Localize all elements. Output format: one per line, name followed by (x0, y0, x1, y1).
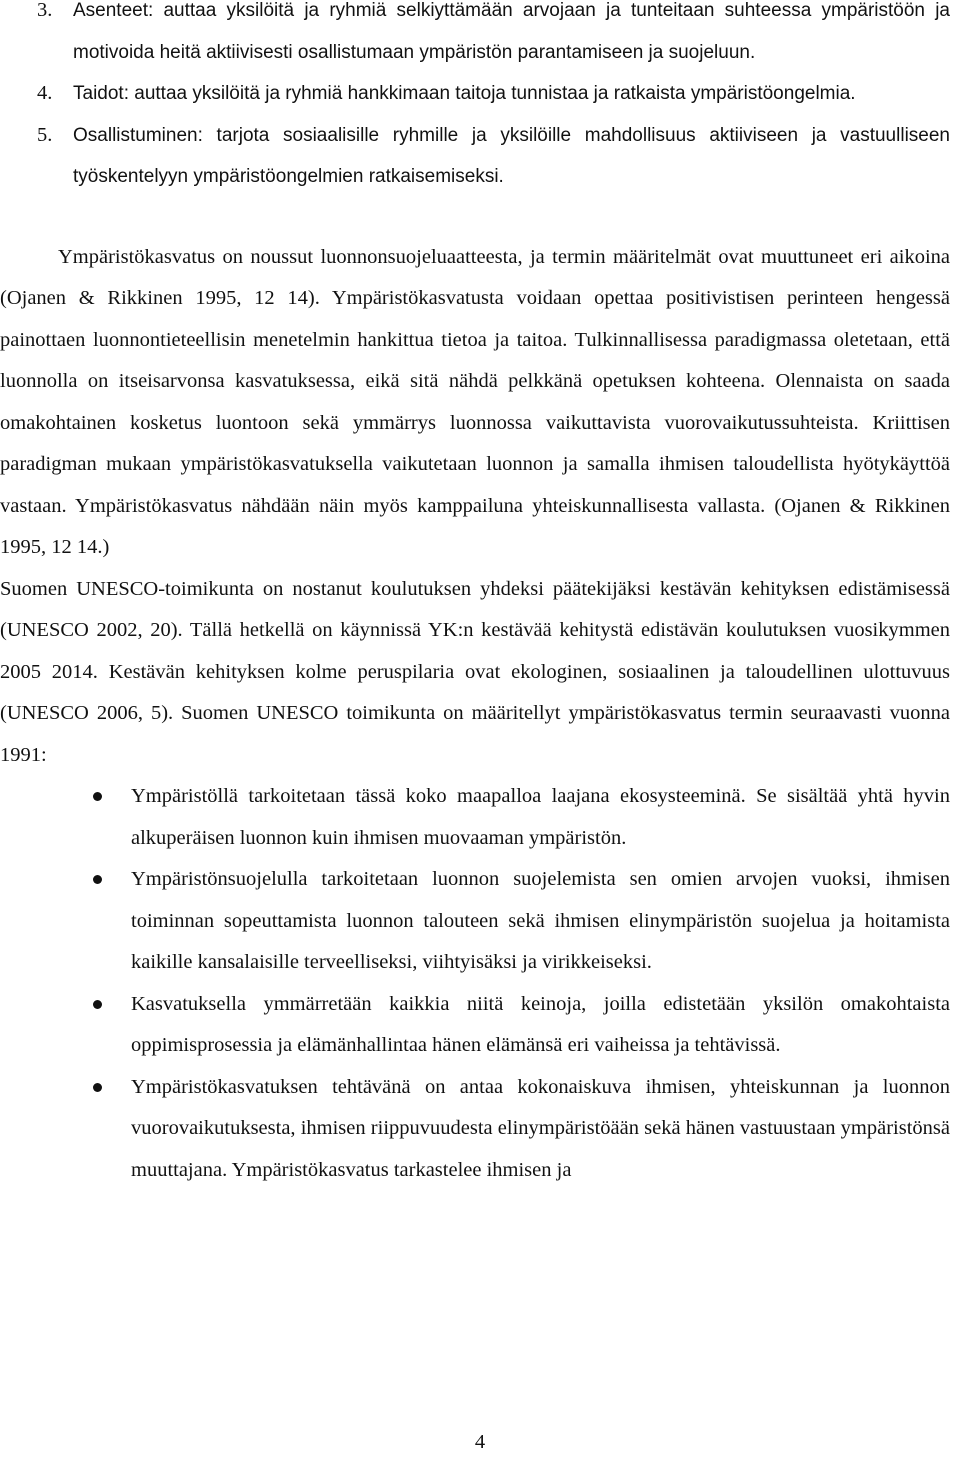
list-item (0, 0, 950, 73)
bullet-item (0, 1067, 950, 1192)
numbered-list (0, 0, 950, 198)
page-number: 4 (474, 1431, 486, 1453)
bullet-text: Ympäristöllä tarkoitetaan tässä koko maapalloa laajana ekosysteeminä. Se sisältää yhtä hyvin alkuperäisen luonnon kuin ihmisen muovaaman ympäristön. (131, 785, 950, 849)
list-item-number: 4. (37, 82, 53, 104)
bullet-icon (93, 1083, 102, 1092)
body-paragraph: Ympäristökasvatus on noussut luonnonsuojeluaatteesta, ja termin määritelmät ovat muuttuneet eri aikoina (Ojanen & Rikkinen 1995, 12 14). Ympäristökasvatusta voidaan opettaa positivistisen perinteen hengessä painottaen luonnontieteellisin menetelmin hankittua tietoa ja taitoa. Tulkinnallisessa paradigmassa oletetaan, että luonnolla on itseisarvonsa kasvatuksessa, eikä sitä nähdä pelkkänä opetuksen kohteena. Olennaista on saada omakohtainen kosketus luontoon sekä ymmärrys luonnossa vaikuttavista vuorovaikutussuhteista. Kriittisen paradigman mukaan ympäristökasvatuksella vaikutetaan luonnon ja samalla ihmisen taloudellista hyötykäyttöä vastaan. Ympäristökasvatus nähdään näin myös kamppailuna yhteiskunnallisesta vallasta. (Ojanen & Rikkinen 1995, 12 14.) (0, 245, 950, 558)
bullet-text: Kasvatuksella ymmärretään kaikkia niitä keinoja, joilla edistetään yksilön omakohtaista oppimisprosessia ja elämänhallintaa hänen elämänsä eri vaiheissa ja tehtävissä. (131, 992, 950, 1056)
bullet-item (0, 984, 950, 1067)
body-paragraph: Suomen UNESCO-toimikunta on nostanut koulutuksen yhdeksi päätekijäksi kestävän kehityksen edistämisessä (UNESCO 2002, 20). Tällä hetkellä on käynnissä YK:n kestävää kehitystä edistävän koulutuksen vuosikymmen 2005 2014. Kestävän kehityksen kolme peruspilaria ovat ekologinen, sosiaalinen ja taloudellinen ulottuvuus (UNESCO 2006, 5). Suomen UNESCO toimikunta on määritellyt ympäristökasvatus termin seuraavasti vuonna 1991: (0, 577, 950, 766)
bullet-item (0, 859, 950, 984)
list-item (0, 115, 950, 198)
list-item-text: Osallistuminen: tarjota sosiaalisille ryhmille ja yksilöille mahdollisuus aktiiviseen ja vastuulliseen työskentelyyn ympäristöongelmien ratkaisemiseksi. (73, 124, 950, 187)
list-item-text: Taidot: auttaa yksilöitä ja ryhmiä hankkimaan taitoja tunnistaa ja ratkaista ympäristöongelmia. (73, 83, 856, 104)
bullet-list (0, 776, 950, 1191)
bullet-item (0, 776, 950, 859)
bullet-icon (93, 1000, 102, 1009)
bullet-text: Ympäristökasvatuksen tehtävänä on antaa kokonaiskuva ihmisen, yhteiskunnan ja luonnon vuorovaikutuksesta, ihmisen riippuvuudesta elinympäristöään sekä hänen vastuustaan ympäristönsä muuttajana. Ympäristökasvatus tarkastelee ihmisen ja (131, 1075, 950, 1181)
bullet-text: Ympäristönsuojelulla tarkoitetaan luonnon suojelemista sen omien arvojen vuoksi, ihmisen toiminnan sopeuttamista luonnon talouteen sekä ihmisen elinympäristön suojelua ja hoitamista kaikille kansalaisille terveelliseksi, viihtyisäksi ja virikkeiseksi. (131, 868, 950, 973)
list-item (0, 73, 950, 115)
list-item-number: 5. (37, 123, 53, 146)
bullet-icon (93, 875, 102, 884)
bullet-icon (93, 792, 102, 801)
list-item-number: 3. (37, 0, 53, 21)
paragraph-gap (0, 198, 950, 237)
list-item-text: Asenteet: auttaa yksilöitä ja ryhmiä selkiyttämään arvojaan ja tunteitaan suhteessa ympäristöön ja motivoida heitä aktiivisesti osallistumaan ympäristön parantamiseen ja suojeluun. (73, 0, 950, 63)
